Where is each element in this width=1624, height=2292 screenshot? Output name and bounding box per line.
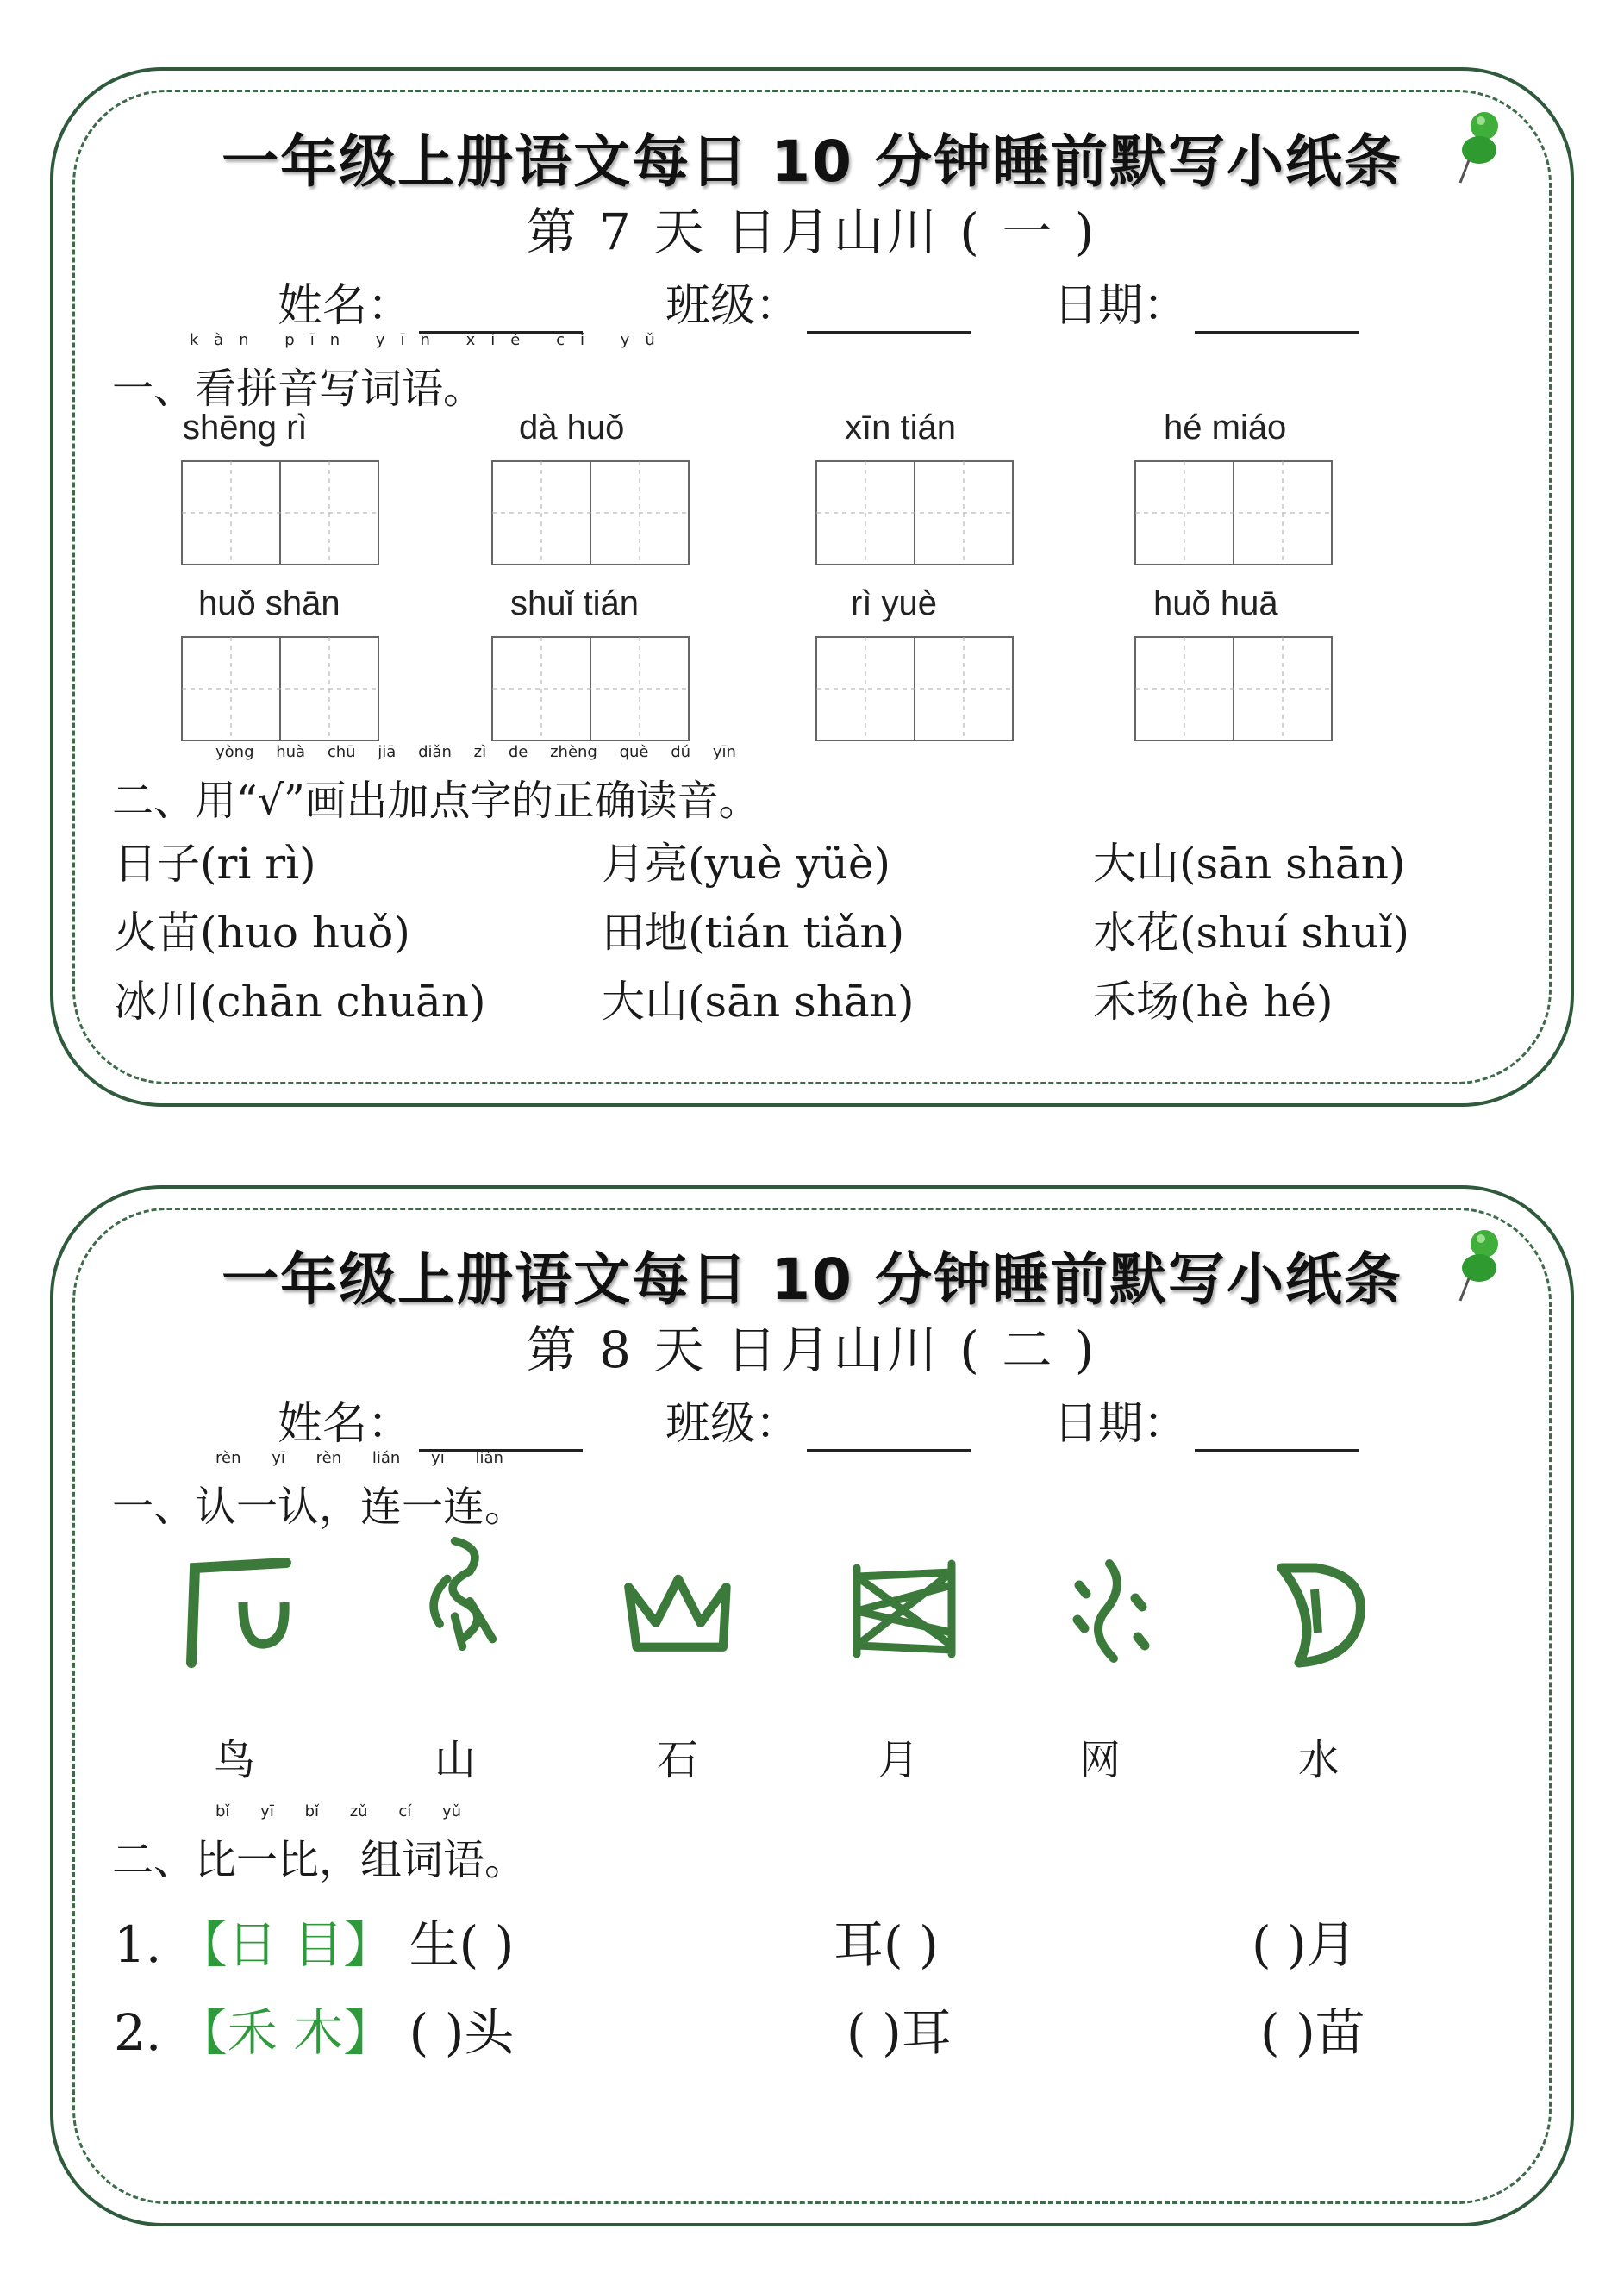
section-label: 一、看拼音写词语。 [112, 365, 485, 413]
worksheet-card-day8 [50, 1185, 1574, 2226]
choice-item[interactable]: 田地(tián tiǎn) [602, 908, 905, 958]
date-blank[interactable] [1195, 297, 1359, 334]
section-2-heading [112, 1802, 527, 1886]
section-pinyin: rèn yī rèn lián yī lián [215, 1449, 503, 1467]
writing-grid[interactable] [815, 636, 1014, 741]
compare-pair: 【日 目】 [177, 1915, 394, 1974]
section-1-heading [112, 1449, 527, 1533]
compare-number: 2. [114, 2003, 162, 2062]
choice-item[interactable]: 大山(sān shān) [602, 977, 915, 1027]
card-subtitle: 第 7 天 日月山川 ( 一 ) [526, 203, 1098, 261]
section-pinyin: yòng huà chū jiā diǎn zì de zhèng què dú yīn [215, 743, 736, 761]
section-2-heading [112, 743, 760, 827]
pinyin-prompt: hé miáo [1164, 409, 1287, 447]
glyph-label[interactable]: 水 [1298, 1736, 1340, 1784]
class-blank[interactable] [807, 297, 971, 334]
compare-blank[interactable]: ( )头 [409, 2003, 515, 2062]
compare-number: 1. [114, 1915, 162, 1974]
card-title: 一年级上册语文每日 10 分钟睡前默写小纸条 [222, 1246, 1402, 1313]
writing-grid[interactable] [815, 460, 1014, 565]
pushpin-icon [1457, 109, 1503, 186]
name-blank[interactable] [419, 297, 583, 334]
glyph-label[interactable]: 鸟 [214, 1736, 256, 1784]
class-blank[interactable] [807, 1415, 971, 1452]
writing-grid[interactable] [491, 636, 690, 741]
choice-item[interactable]: 日子(ri rì) [114, 839, 316, 889]
glyph-label[interactable]: 石 [657, 1736, 699, 1784]
compare-blank[interactable]: 生( ) [409, 1915, 515, 1974]
compare-blank[interactable]: ( )耳 [846, 2003, 952, 2062]
choice-item[interactable]: 大山(sān shān) [1093, 839, 1406, 889]
pinyin-prompt: huǒ shān [198, 584, 340, 622]
pinyin-prompt: xīn tián [845, 409, 956, 447]
class-label: 班级： [665, 1398, 801, 1450]
pinyin-prompt: shēng rì [183, 409, 308, 447]
section-label: 二、比一比，组词语。 [112, 1836, 527, 1884]
class-label: 班级： [665, 280, 801, 332]
name-label: 姓名： [278, 1398, 413, 1450]
writing-grid[interactable] [491, 460, 690, 565]
section-label: 一、认一认，连一连。 [112, 1483, 527, 1531]
glyph-label[interactable]: 月 [878, 1736, 920, 1784]
compare-row [114, 1992, 514, 2064]
ancient-moon-glyph-icon [1265, 1551, 1377, 1671]
section-label: 二、用“√”画出加点字的正确读音。 [112, 777, 760, 825]
ancient-stone-glyph-icon [183, 1551, 295, 1671]
name-blank[interactable] [419, 1415, 583, 1452]
glyph-label[interactable]: 山 [434, 1736, 477, 1784]
choice-item[interactable]: 禾场(hè hé) [1093, 977, 1334, 1027]
date-label: 日期： [1053, 280, 1189, 332]
worksheet-card-day7 [50, 67, 1574, 1107]
ancient-bird-glyph-icon [403, 1533, 515, 1654]
section-1-heading [112, 331, 671, 415]
writing-grid[interactable] [1134, 636, 1333, 741]
writing-grid[interactable] [181, 460, 379, 565]
compare-pair: 【禾 木】 [177, 2003, 394, 2062]
card-title: 一年级上册语文每日 10 分钟睡前默写小纸条 [222, 128, 1402, 195]
name-label: 姓名： [278, 280, 413, 332]
compare-row [114, 1904, 514, 1977]
writing-grid[interactable] [181, 636, 379, 741]
glyph-label[interactable]: 网 [1079, 1736, 1121, 1784]
pinyin-prompt: shuǐ tián [510, 584, 639, 622]
ancient-net-glyph-icon [848, 1551, 960, 1671]
card-subtitle: 第 8 天 日月山川 ( 二 ) [526, 1321, 1098, 1379]
compare-blank[interactable]: 耳( ) [834, 1915, 939, 1974]
choice-item[interactable]: 冰川(chān chuān) [114, 977, 486, 1027]
choice-item[interactable]: 水花(shuí shuǐ) [1093, 908, 1410, 958]
date-label: 日期： [1053, 1398, 1189, 1450]
date-blank[interactable] [1195, 1415, 1359, 1452]
compare-blank[interactable]: ( )苗 [1260, 2003, 1365, 2062]
section-pinyin: bǐ yī bǐ zǔ cí yǔ [215, 1802, 462, 1820]
compare-blank[interactable]: ( )月 [1252, 1915, 1357, 1974]
ancient-mountain-glyph-icon [621, 1551, 733, 1671]
section-pinyin: kàn pīn yīn xiě cí yǔ [190, 331, 671, 349]
pushpin-icon [1457, 1227, 1503, 1304]
writing-grid[interactable] [1134, 460, 1333, 565]
ancient-water-glyph-icon [1053, 1551, 1165, 1671]
pinyin-prompt: rì yuè [851, 584, 938, 622]
choice-item[interactable]: 月亮(yuè yüè) [602, 839, 890, 889]
pinyin-prompt: huǒ huā [1153, 584, 1278, 622]
choice-item[interactable]: 火苗(huo huǒ) [114, 908, 410, 958]
pinyin-prompt: dà huǒ [519, 409, 625, 447]
